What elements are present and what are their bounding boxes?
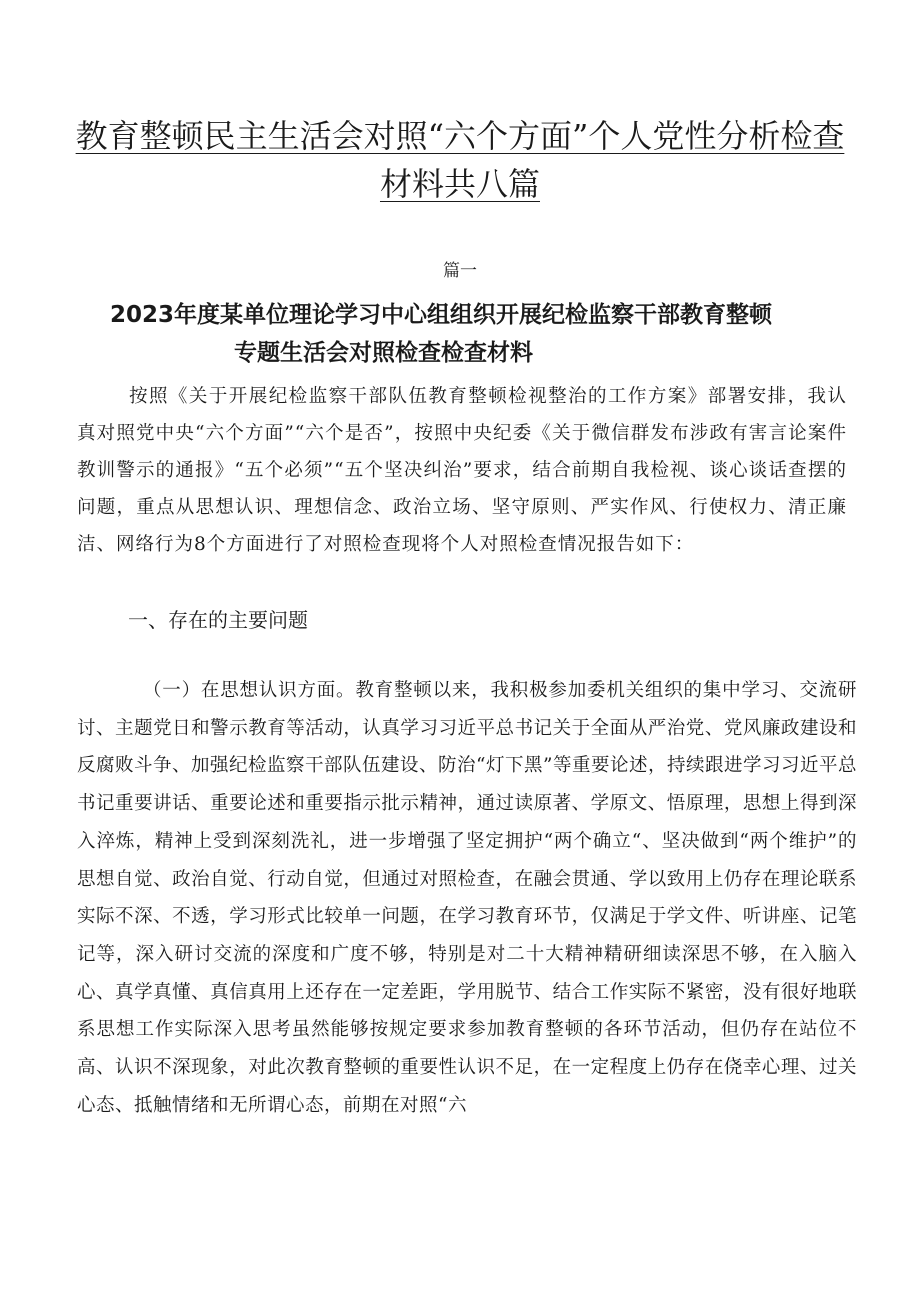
piece-subtitle [110, 296, 850, 372]
intro-paragraph: 按照《关于开展纪检监察干部队伍教育整顿检视整治的工作方案》部署安排，我认真对照党中央“六个方面”“六个是否”，按照中央纪委《关于微信群发布涉政有害言论案件教训警示的通报》“五个必须”“五个坚决纠治”要求，结合前期自我检视、谈心谈话查摆的问题，重点从思想认识、理想信念、政治立场、坚守原则、严实作风、行使权力、清正廉洁、网络行为8个方面进行了对照检查现将个人对照检查情况报告如下： [77, 386, 847, 555]
subtitle-line-1: 2023年度某单位理论学习中心组组织开展纪检监察干部教育整顿 [110, 302, 773, 328]
body-paragraph: （一）在思想认识方面。教育整顿以来，我积极参加委机关组织的集中学习、交流研讨、主题党日和警示教育等活动，认真学习习近平总书记关于全面从严治党、党风廉政建设和反腐败斗争、加强纪检监察干部队伍建设、防治“灯下黑”等重要论述，持续跟进学习习近平总书记重要讲话、重要论述和重要指示批示精神，通过读原著、学原文、悟原理，思想上得到深入淬炼，精神上受到深刻洗礼，进一步增强了坚定拥护“两个确立“、坚决做到“两个维护”的思想自觉、政治自觉、行动自觉，但通过对照检查，在融会贯通、学以致用上仍存在理论联系实际不深、不透，学习形式比较单一问题，在学习教育环节，仅满足于学文件、听讲座、记笔记等，深入研讨交流的深度和广度不够，特别是对二十大精神精研细读深思不够，在入脑入心、真学真懂、真信真用上还存在一定差距，学用脱节、结合工作实际不紧密，没有很好地联系思想工作实际深入思考虽然能够按规定要求参加教育整顿的各环节活动，但仍存在站位不高、认识不深现象，对此次教育整顿的重要性认识不足，在一定程度上仍存在侥幸心理、过关心态、抵触情绪和无所谓心态，前期在对照“六 [77, 680, 857, 1116]
subtitle-line-2: 专题生活会对照检查检查材料 [234, 340, 533, 366]
section-heading: 一、存在的主要问题 [128, 608, 308, 632]
document-title: 教育整顿民主生活会对照“六个方面”个人党性分析检查材料共八篇 [75, 117, 845, 203]
piece-label: 篇一 [443, 261, 477, 281]
